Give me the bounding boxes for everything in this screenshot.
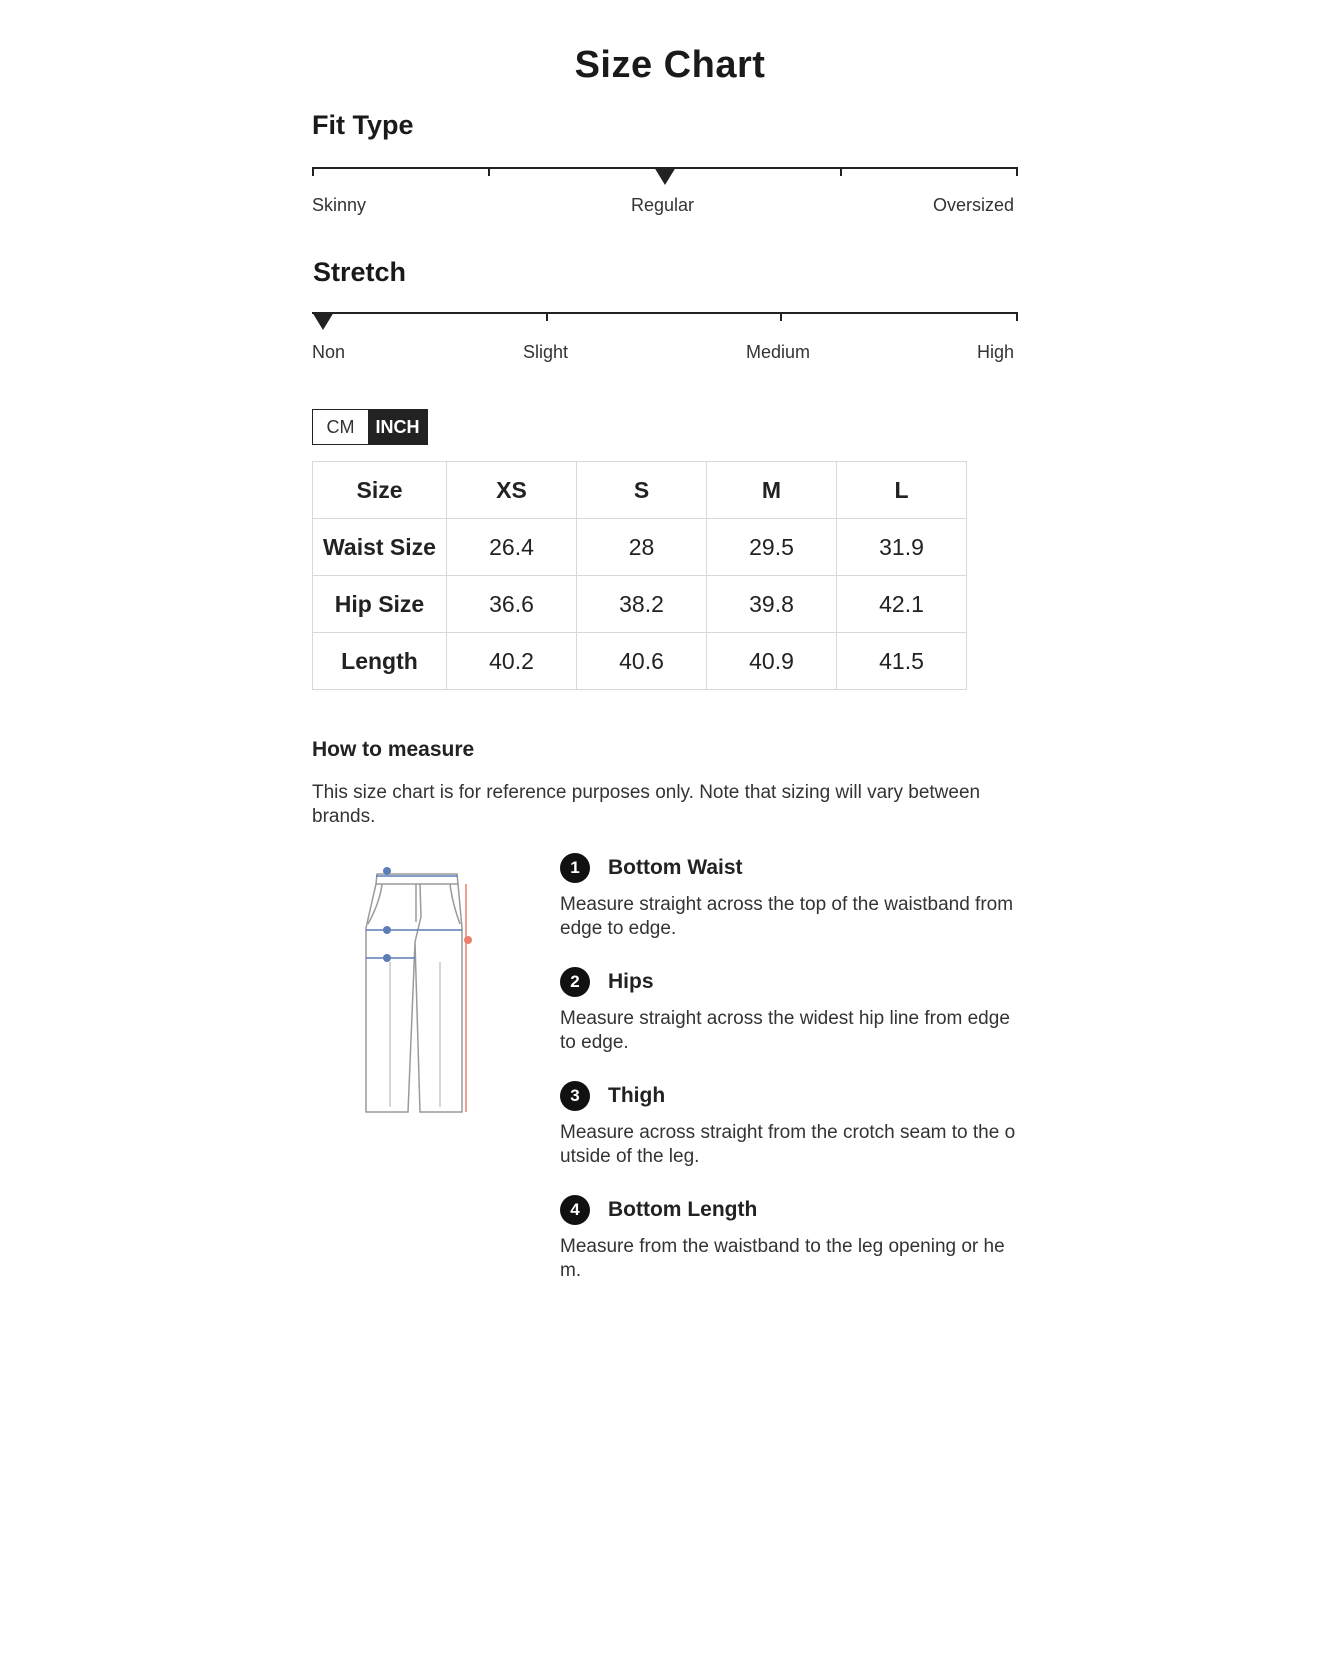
- measure-step-bottom-waist: [560, 852, 1020, 941]
- row-label-hip: Hip Size: [313, 576, 447, 633]
- column-header-l: L: [837, 462, 967, 519]
- step-number-badge: 4: [560, 1195, 590, 1225]
- table-header-row: [313, 462, 967, 519]
- step-description: Measure straight across the widest hip line from edge to edge.: [560, 1008, 1010, 1053]
- how-to-measure-note: This size chart is for reference purposes only. Note that sizing will vary between brands.: [312, 782, 981, 827]
- step-name: Bottom Length: [608, 1198, 758, 1221]
- table-cell: 41.5: [837, 633, 967, 690]
- step-name: Bottom Waist: [608, 856, 743, 879]
- step-name: Thigh: [608, 1084, 666, 1107]
- measure-step-thigh: [560, 1080, 1020, 1169]
- column-header-s: S: [577, 462, 707, 519]
- table-cell: 36.6: [447, 576, 577, 633]
- table-cell: 40.6: [577, 633, 707, 690]
- column-header-size: Size: [313, 462, 447, 519]
- step-number-badge: 1: [560, 853, 590, 883]
- table-cell: 29.5: [707, 519, 837, 576]
- measure-step-bottom-length: [560, 1194, 1020, 1283]
- table-cell: 40.9: [707, 633, 837, 690]
- table-cell: 38.2: [577, 576, 707, 633]
- step-number-badge: 3: [560, 1081, 590, 1111]
- pants-diagram-icon: [350, 862, 480, 1124]
- unit-toggle: [312, 409, 428, 445]
- unit-inch-button[interactable]: INCH: [368, 410, 427, 444]
- stretch-medium: Medium: [746, 342, 811, 362]
- table-row: [313, 519, 967, 576]
- how-to-measure-title: How to measure: [312, 738, 475, 761]
- step-description: Measure across straight from the crotch seam to the outside of the leg.: [560, 1122, 1016, 1167]
- table-row: [313, 633, 967, 690]
- fit-type-skinny: Skinny: [312, 195, 367, 215]
- fit-type-indicator: [654, 167, 676, 185]
- stretch-slight: Slight: [523, 342, 569, 362]
- stretch-non: Non: [312, 342, 346, 362]
- step-name: Hips: [608, 970, 654, 993]
- step-description: Measure straight across the top of the waistband from edge to edge.: [560, 894, 1014, 939]
- step-description: Measure from the waistband to the leg opening or hem.: [560, 1236, 1005, 1281]
- step-number-badge: 2: [560, 967, 590, 997]
- fit-type-scale: [312, 167, 1018, 179]
- row-label-length: Length: [313, 633, 447, 690]
- table-cell: 42.1: [837, 576, 967, 633]
- fit-type-oversized: Oversized: [933, 195, 1015, 215]
- table-cell: 26.4: [447, 519, 577, 576]
- stretch-indicator: [312, 312, 334, 330]
- fit-type-regular: Regular: [631, 195, 695, 215]
- stretch-high: High: [977, 342, 1015, 362]
- fit-type-label: Fit Type: [312, 110, 414, 140]
- row-label-waist: Waist Size: [313, 519, 447, 576]
- table-cell: 40.2: [447, 633, 577, 690]
- table-cell: 39.8: [707, 576, 837, 633]
- table-cell: 31.9: [837, 519, 967, 576]
- table-row: [313, 576, 967, 633]
- column-header-xs: XS: [447, 462, 577, 519]
- column-header-m: M: [707, 462, 837, 519]
- stretch-label: Stretch: [313, 257, 407, 287]
- size-table: [312, 461, 967, 690]
- stretch-scale: [312, 312, 1018, 324]
- table-cell: 28: [577, 519, 707, 576]
- unit-cm-button[interactable]: CM: [313, 410, 368, 444]
- measure-step-hips: [560, 966, 1020, 1055]
- page-title: Size Chart: [574, 44, 766, 86]
